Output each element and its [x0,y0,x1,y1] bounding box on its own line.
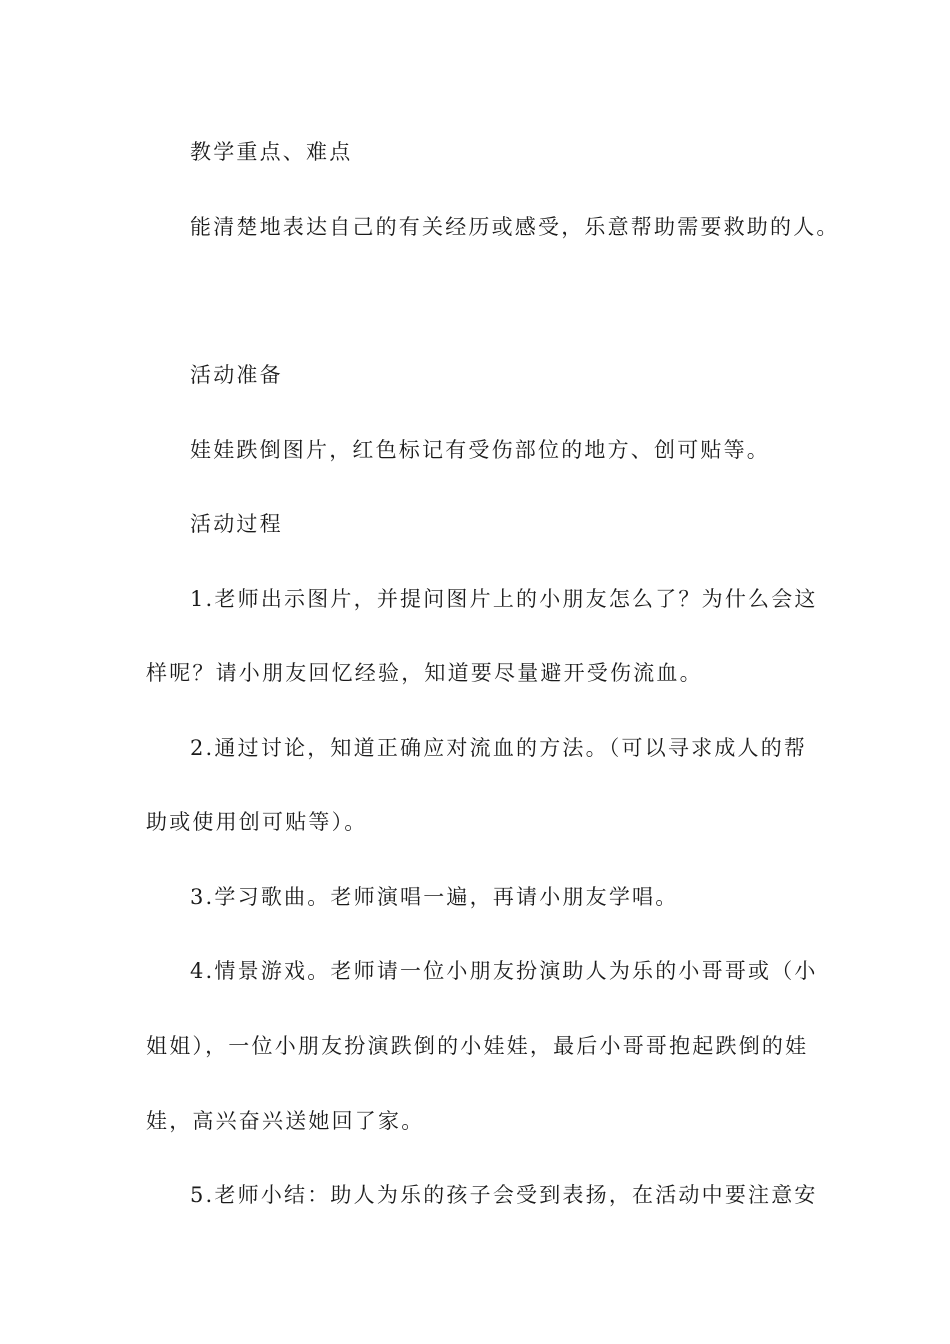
step1-line2: 样呢？请小朋友回忆经验，知道要尽量避开受伤流血。 [146,661,703,685]
step2-line2: 助或使用创可贴等）。 [146,810,368,834]
step1-line1: 1.老师出示图片，并提问图片上的小朋友怎么了？为什么会这 [190,587,818,611]
step3-line1: 3.学习歌曲。老师演唱一遍，再请小朋友学唱。 [190,885,679,909]
step4-line3: 娃，高兴奋兴送她回了家。 [146,1109,425,1133]
heading-preparation: 活动准备 [190,363,283,387]
step5-line1: 5.老师小结：助人为乐的孩子会受到表扬，在活动中要注意安 [190,1183,818,1207]
step4-line2: 姐姐），一位小朋友扮演跌倒的小娃娃，最后小哥哥抱起跌倒的娃 [146,1034,809,1058]
step4-line1: 4.情景游戏。老师请一位小朋友扮演助人为乐的小哥哥或（小 [190,959,818,983]
step2-line1: 2.通过讨论，知道正确应对流血的方法。（可以寻求成人的帮 [190,736,808,760]
preparation-body: 娃娃跌倒图片，红色标记有受伤部位的地方、创可贴等。 [190,438,770,462]
heading-process: 活动过程 [190,512,283,536]
key-points-body: 能清楚地表达自己的有关经历或感受，乐意帮助需要救助的人。 [190,215,840,239]
heading-key-points: 教学重点、难点 [190,140,353,164]
